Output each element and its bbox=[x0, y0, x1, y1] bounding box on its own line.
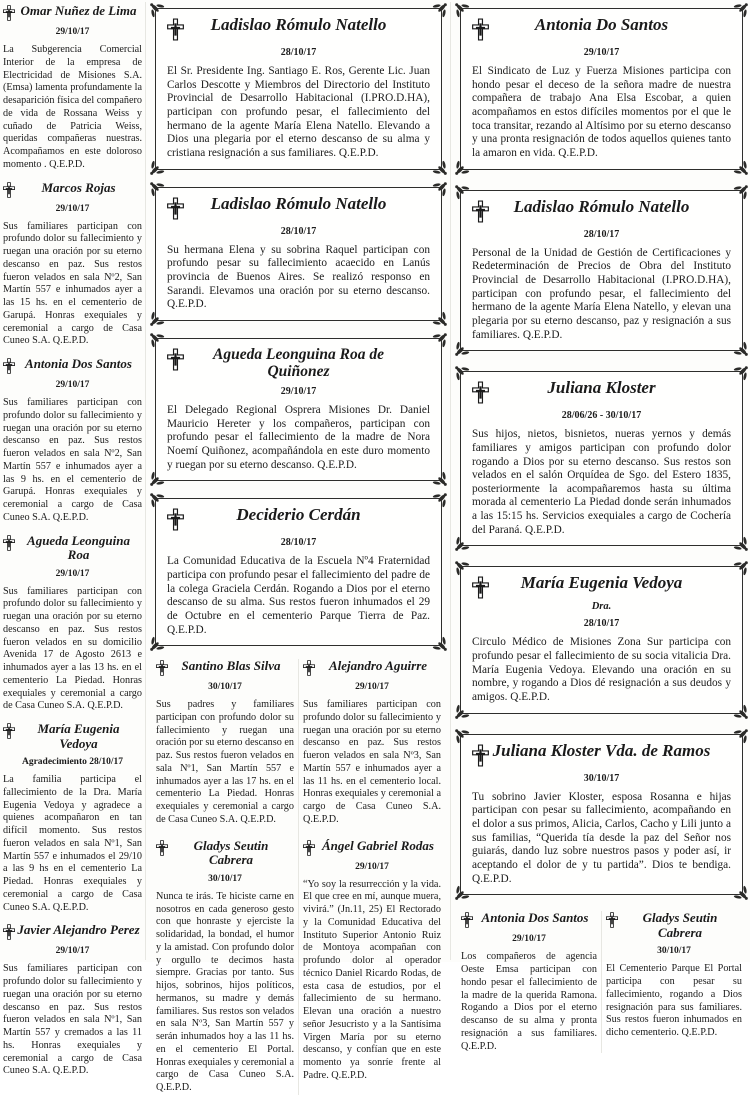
cross-icon bbox=[3, 723, 15, 739]
notice-body: El Sindicato de Luz y Fuerza Misiones participa con hondo pesar el deceso de la señora madre de nuestra compañera de trabajo Ana Elsa Escobar, a quien acompañamos en estos difíciles momentos por el que le toca transitar, rezando al Altísimo por su eterno descanso y una pronta resignación de todos aquellos quienes tanto la amaron en vida. Q.E.P.D. bbox=[472, 65, 731, 159]
notice-body: Personal de la Unidad de Gestión de Certificaciones y Redeterminación de Precios de Obra del Instituto Provincial de Desarrollo Habitacional (I.PRO.D.HA), participan con profundo pesar, el fallecimiento del hermano de la agente María Elena Natello, y elevan una plegaria por su eterno descanso, paz y resignación a sus familiares. Q.E.P.D. bbox=[472, 246, 731, 341]
notice-maria-eugenia-vedoya bbox=[3, 722, 142, 914]
notice-header bbox=[3, 534, 142, 563]
cross-icon bbox=[303, 840, 315, 856]
notice-body: La familia participa el fallecimiento de la Dra. María Eugenia Vedoya y agradece a quienes acompañaron en tan difícil momento. Sus restos fueron velados en sala Nº1, San Martín 557 e inhumados el 29/10 a las 9 hs en el cementerio La Piedad. Honras exequiales y ceremonial a cargo de Casa Cuneo S.A. Q.E.P.D. bbox=[3, 774, 142, 913]
box-agueda-roa-de-quinonez bbox=[155, 338, 442, 481]
notice-date: 30/10/17 bbox=[208, 682, 242, 693]
notice-header bbox=[3, 357, 142, 374]
box-juliana-kloster bbox=[460, 371, 743, 546]
notice-header bbox=[472, 574, 731, 599]
notice-header bbox=[472, 16, 731, 41]
notice-body: Sus familiares participan con profundo dolor su fallecimiento y ruegan una oración por su eterno descanso en paz. Sus restos fueron velados en sala Nº3, San Martín 557 e inhumados ayer a las 11 hs. en el cementerio local. Honras exequiales y ceremonial a cargo de Casa Cuneo S.A. Q.E.P.D. bbox=[303, 699, 441, 825]
notice-header bbox=[167, 195, 430, 220]
deceased-name: Deciderio Cerdán bbox=[236, 505, 361, 525]
notice-header bbox=[472, 379, 731, 404]
notice-header bbox=[303, 839, 441, 856]
corner-ornament-icon bbox=[733, 3, 748, 18]
box-ladislao-natello-2 bbox=[155, 187, 442, 321]
notice-header bbox=[3, 4, 142, 21]
notice-header bbox=[3, 722, 142, 751]
subcolumn bbox=[601, 911, 746, 1053]
notice-alejandro-aguirre bbox=[303, 659, 441, 827]
corner-ornament-icon bbox=[455, 536, 470, 551]
cross-icon bbox=[472, 200, 489, 223]
left-column bbox=[2, 2, 145, 1077]
cross-icon bbox=[3, 924, 15, 940]
corner-ornament-icon bbox=[150, 471, 165, 486]
notice-header bbox=[3, 181, 142, 198]
box-juliana-kloster-vda-de-ramos bbox=[460, 734, 743, 896]
corner-ornament-icon bbox=[150, 493, 165, 508]
notice-body: El Delegado Regional Osprera Misiones Dr. Daniel Mauricio Hereter y los compañeros, participan con profundo pesar el fallecimiento de la madre de Nora Noemí Quiñonez, acompañándola en este duro momento y ruegan por su eterno descanso. Q.E.P.D. bbox=[167, 403, 430, 471]
deceased-name: Juliana Kloster bbox=[547, 378, 656, 398]
notice-body: La Subgerencia Comercial Interior de la empresa de Electricidad de Misiones S.A. (Emsa) lamenta profundamente la desaparición física del compañero de vida de Rossana Weiss y cuñado de Patricia Weiss, queridas compañeras nuestras. Acompañamos en este doloroso momento . Q.E.P.D. bbox=[3, 44, 142, 170]
notice-antonia-dos-santos bbox=[3, 357, 142, 525]
deceased-name: Agueda Leonguina Roa de Quiñonez bbox=[213, 345, 384, 380]
corner-ornament-icon bbox=[455, 3, 470, 18]
cross-icon bbox=[3, 182, 15, 198]
box-ladislao-natello-1 bbox=[155, 8, 442, 170]
notice-body: Nunca te irás. Te hiciste carne en nosotros en cada generoso gesto con que honraste y ejerciste la solidaridad, la bondad, el humor y la amistad. Con profundo dolor y orgullo te decimos hasta siempre. Gracias por tanto. Sus hijos, sobrinos, hijos políticos, hermanos, su madre y demás familiares. Sus restos son velados en sala Nº3, San Martín 557 y serán inhumados hoy a las 11 hs. en el cementerio El Portal. Honras exequiales y ceremonial a cargo de Casa Cuneo S.A. Q.E.P.D. bbox=[156, 890, 294, 1094]
notice-header bbox=[606, 911, 742, 940]
corner-ornament-icon bbox=[432, 160, 447, 175]
deceased-name: Marcos Rojas bbox=[41, 179, 116, 195]
notice-agueda-leonguina-roa bbox=[3, 534, 142, 714]
corner-ornament-icon bbox=[733, 160, 748, 175]
corner-ornament-icon bbox=[432, 182, 447, 197]
notice-body: Circulo Médico de Misiones Zona Sur participa con profundo pesar el fallecimiento de su socia vitalicia Dra. María Eugenia Vedoya. Elevando una oración en su nombre, y rogando a Dios dé resignación a sus deudos y amigos. Q.E.P.D. bbox=[472, 636, 731, 704]
subcolumn bbox=[298, 659, 445, 1095]
corner-ornament-icon bbox=[733, 561, 748, 576]
corner-ornament-icon bbox=[432, 311, 447, 326]
subcolumn bbox=[152, 659, 298, 1095]
notice-body: Sus familiares participan con profundo dolor su fallecimiento y ruegan una oración por su eterno descanso en paz. Sus restos fueron velados en sala Nº2, San Martín 557 e inhumados ayer a las 15 hs. en el cementerio de Garupá. Honras exequiales y ceremonial a cargo de Casa Cuneo S.A. Q.E.P.D. bbox=[3, 220, 142, 347]
notice-gladys-seutin-cabrera-2 bbox=[606, 911, 742, 1040]
notice-body: Los compañeros de agencia Oeste Emsa participan con hondo pesar el fallecimiento de la madre de la querida Ramona. Rogando a Dios por el eterno descanso de su alma y pronta resignación a sus familiares. Q.E.P.D. bbox=[461, 951, 597, 1052]
notice-date: 29/10/17 bbox=[355, 682, 389, 693]
corner-ornament-icon bbox=[733, 885, 748, 900]
cross-icon bbox=[3, 5, 15, 21]
middle-bottom-subcolumns bbox=[152, 659, 445, 1095]
corner-ornament-icon bbox=[733, 704, 748, 719]
deceased-name: María Eugenia Vedoya bbox=[37, 721, 120, 751]
corner-ornament-icon bbox=[733, 366, 748, 381]
deceased-name: Juliana Kloster Vda. de Ramos bbox=[492, 740, 711, 760]
cross-icon bbox=[461, 912, 473, 928]
box-maria-eugenia-vedoya bbox=[460, 566, 743, 713]
corner-ornament-icon bbox=[455, 341, 470, 356]
corner-ornament-icon bbox=[455, 185, 470, 200]
cross-icon bbox=[167, 508, 184, 531]
notice-date: 29/10/17 bbox=[55, 568, 90, 579]
corner-ornament-icon bbox=[432, 3, 447, 18]
notice-body: El Sr. Presidente Ing. Santiago E. Ros, Gerente Lic. Juan Carlos Descotte y Miembros del Directorio del Instituto Provincial de Desarrollo Habitacional (I.PRO.D.HA), participan con profundo pesar, el fallecimiento del hermano de la agente María Elena Natello. Elevando a Dios una plegaria por el eterno descanso de su alma y cristiana resignación a sus familiares. Q.E.P.D. bbox=[167, 65, 430, 159]
corner-ornament-icon bbox=[733, 341, 748, 356]
notice-date: 30/10/17 bbox=[208, 873, 242, 884]
cross-icon bbox=[3, 535, 15, 551]
deceased-name: Alejandro Aguirre bbox=[328, 658, 428, 674]
corner-ornament-icon bbox=[455, 704, 470, 719]
cross-icon bbox=[472, 744, 489, 767]
notice-header bbox=[167, 506, 430, 531]
notice-santino-blas-silva bbox=[156, 659, 294, 827]
corner-ornament-icon bbox=[432, 471, 447, 486]
notice-header bbox=[156, 839, 294, 868]
cross-icon bbox=[3, 358, 15, 374]
box-ladislao-natello-3 bbox=[460, 190, 743, 352]
deceased-name: Antonia Dos Santos bbox=[481, 910, 589, 926]
notice-date: 29/10/17 bbox=[55, 380, 90, 390]
notice-date: 28/10/17 bbox=[280, 47, 317, 58]
cross-icon bbox=[167, 348, 184, 371]
corner-ornament-icon bbox=[733, 729, 748, 744]
notice-date: 29/10/17 bbox=[355, 861, 389, 872]
deceased-name: Gladys Seutin Cabrera bbox=[193, 837, 269, 868]
right-bottom-subcolumns bbox=[457, 911, 746, 1053]
notice-javier-alejandro-perez bbox=[3, 923, 142, 1078]
corner-ornament-icon bbox=[733, 185, 748, 200]
corner-ornament-icon bbox=[455, 561, 470, 576]
right-column bbox=[450, 2, 748, 1052]
notice-body: Su hermana Elena y su sobrina Raquel participan con profundo pesar su fallecimiento acaecido en Lanús provincia de Buenos Aires. Se realizó responso en Sarandi. Elevamos una oración por su eterno descanso. Q.E.P.D. bbox=[167, 243, 430, 311]
corner-ornament-icon bbox=[150, 636, 165, 651]
notice-date: 29/10/17 bbox=[55, 203, 90, 214]
corner-ornament-icon bbox=[455, 366, 470, 381]
deceased-name: Antonia Do Santos bbox=[534, 15, 669, 34]
notice-gladys-seutin-cabrera bbox=[156, 839, 294, 1095]
deceased-name: Santino Blas Silva bbox=[181, 658, 281, 674]
deceased-name: Gladys Seutin Cabrera bbox=[642, 910, 718, 940]
middle-column bbox=[145, 2, 450, 1094]
notice-body: “Yo soy la resurrección y la vida. El que cree en mí, aunque muera, vivirá.” (Jn.11, 25) El Rectorado y la Comunidad Educativa del Instituto Superior Antonio Ruiz de Montoya acompañan con profundo dolor al operador técnico Daniel Ricardo Rodas, de esta casa de estudios, por el fallecimiento de su hermano. Elevan una oración a nuestro señor Jesucristo y a la Santísima Virgen María por su eterno descanso, y confían que en este momento ya sonríe frente al Padre. Q.E.P.D. bbox=[303, 878, 441, 1081]
notice-body: Sus familiares participan con profundo dolor su fallecimiento y ruegan una oración por su eterno descanso en paz. Sus restos fueron velados en su domicilio Avenida 17 de Agosto 2613 e inhumados ayer a las 13 hs. en el cementerio La Piedad. Honras exequiales y ceremonial a cargo de Casa Cuneo S.A. Q.E.P.D. bbox=[3, 585, 142, 712]
notice-body: Sus familiares participan con profundo dolor su fallecimiento y ruegan una oración por su eterno descanso en paz. Sus restos fueron velados en sala Nº2, San Martín 557 e inhumados ayer a las 9 hs. en el cementerio de Garupá. Honras exequiales y ceremonial a cargo de Casa Cuneo S.A. Q.E.P.D. bbox=[3, 397, 142, 523]
subcolumn bbox=[457, 911, 601, 1053]
cross-icon bbox=[156, 840, 168, 856]
notice-date: 30/10/17 bbox=[583, 772, 620, 784]
notice-body: Sus hijos, nietos, bisnietos, nueras yernos y demás familiares y amigos participan con profundo dolor rogando a Dios por su eterno descanso. Sus restos son velados en el salón Orquídea de Sgo. del Estero 1835, posteriormente la acompañaremos hasta su última morada al cementerio La Piedad donde serán inhumados a las 15:15 hs. Servicios exequiales a cargo de Cochería del Paraná. Q.E.P.D. bbox=[472, 428, 731, 536]
cross-icon bbox=[606, 912, 618, 928]
notice-body: Tu sobrino Javier Kloster, esposa Rosanna e hijas participan con pesar su fallecimiento, acompañando en el dolor a sus primos, Alicia, Carlos, Cacho y Lili junto a sus familias, “Querida tía desde la paz del Señor nos guiarás, dando luz sobre nuestros pasos y poder así, ir aceptando el dolor de y tu partida”. Dios te bendiga. Q.E.P.D. bbox=[472, 790, 731, 885]
notice-date: 28/10/17 bbox=[583, 618, 620, 630]
corner-ornament-icon bbox=[455, 885, 470, 900]
deceased-name: Antonia Dos Santos bbox=[25, 356, 132, 371]
notice-omar-nunez-de-lima bbox=[3, 4, 142, 172]
corner-ornament-icon bbox=[455, 160, 470, 175]
cross-icon bbox=[472, 381, 489, 404]
corner-ornament-icon bbox=[432, 333, 447, 348]
notice-header bbox=[461, 911, 597, 928]
cross-icon bbox=[167, 18, 184, 41]
notice-header bbox=[156, 659, 294, 676]
deceased-name: Ladislao Rómulo Natello bbox=[513, 196, 690, 216]
notice-marcos-rojas bbox=[3, 181, 142, 349]
corner-ornament-icon bbox=[150, 311, 165, 326]
notice-date: 29/10/17 bbox=[55, 946, 90, 957]
notice-date: 29/10/17 bbox=[280, 385, 317, 397]
corner-ornament-icon bbox=[150, 333, 165, 348]
notice-body: Sus padres y familiares participan con profundo dolor su fallecimiento y ruegan una oración por su eterno descanso en paz. Sus restos fueron velados en sala Nº1, San Martín 557 e inhumados ayer a las 17 hs. en el cementerio La Piedad. Honras exequiales y ceremonial a cargo de Casa Cuneo S.A. Q.E.P.D. bbox=[156, 699, 294, 825]
notice-body: La Comunidad Educativa de la Escuela Nº4 Fraternidad participa con profundo pesar el fallecimiento del padre de la colega Graciela Cerdán. Rogando a Dios por el eterno descanso de su alma. Sus restos fueron inhumados el 29 de Octubre en el cementerio Parque Tierra de Paz. Q.E.P.D. bbox=[167, 555, 430, 636]
corner-ornament-icon bbox=[150, 3, 165, 18]
corner-ornament-icon bbox=[150, 182, 165, 197]
deceased-name: Ángel Gabriel Rodas bbox=[322, 837, 434, 853]
cross-icon bbox=[303, 660, 315, 676]
deceased-name: Omar Nuñez de Lima bbox=[20, 3, 137, 18]
corner-ornament-icon bbox=[733, 536, 748, 551]
notice-body: El Cementerio Parque El Portal participa con pesar su fallecimiento, rogando a Dios resignación para sus familiares. Sus restos fueron inhumados en dicho cementerio. Q.E.P.D. bbox=[606, 963, 742, 1039]
deceased-name: Javier Alejandro Perez bbox=[17, 922, 140, 938]
corner-ornament-icon bbox=[455, 729, 470, 744]
cross-icon bbox=[167, 197, 184, 220]
box-antonia-do-santos bbox=[460, 8, 743, 170]
deceased-title: Dra. bbox=[591, 601, 612, 613]
corner-ornament-icon bbox=[432, 636, 447, 651]
notice-header bbox=[3, 923, 142, 940]
notice-date: Agradecimiento 28/10/17 bbox=[21, 757, 124, 768]
deceased-name: María Eugenia Vedoya bbox=[520, 573, 683, 593]
deceased-name: Ladislao Rómulo Natello bbox=[210, 193, 387, 213]
notice-header bbox=[167, 16, 430, 41]
deceased-name: Agueda Leonguina Roa bbox=[27, 532, 130, 563]
notice-date: 29/10/17 bbox=[583, 47, 620, 58]
notice-body: Sus familiares participan con profundo dolor su fallecimiento y ruegan una oración por su eterno descanso en paz. Sus restos fueron velados en sala Nº1, San Martín 557 y cremados a las 11 hs. Honras exequiales y ceremonial a cargo de Casa Cuneo S.A. Q.E.P.D. bbox=[3, 963, 142, 1077]
notice-date: 29/10/17 bbox=[512, 934, 546, 945]
notice-header bbox=[303, 659, 441, 676]
notice-header bbox=[472, 742, 731, 767]
notice-date: 28/10/17 bbox=[280, 537, 317, 549]
corner-ornament-icon bbox=[432, 493, 447, 508]
notice-date: 28/10/17 bbox=[280, 225, 317, 237]
cross-icon bbox=[472, 18, 489, 41]
notice-header bbox=[167, 346, 430, 380]
notice-date: 28/06/26 - 30/10/17 bbox=[561, 410, 642, 422]
notice-angel-gabriel-rodas bbox=[303, 839, 441, 1083]
notice-antonia-dos-santos-2 bbox=[461, 911, 597, 1053]
notice-date: 29/10/17 bbox=[55, 27, 90, 37]
cross-icon bbox=[156, 660, 168, 676]
cross-icon bbox=[472, 576, 489, 599]
box-deciderio-cerdan bbox=[155, 498, 442, 646]
notice-date: 30/10/17 bbox=[657, 946, 691, 957]
deceased-name: Ladislao Rómulo Natello bbox=[210, 15, 387, 34]
notice-header bbox=[472, 198, 731, 223]
corner-ornament-icon bbox=[150, 160, 165, 175]
notice-date: 28/10/17 bbox=[583, 228, 620, 240]
